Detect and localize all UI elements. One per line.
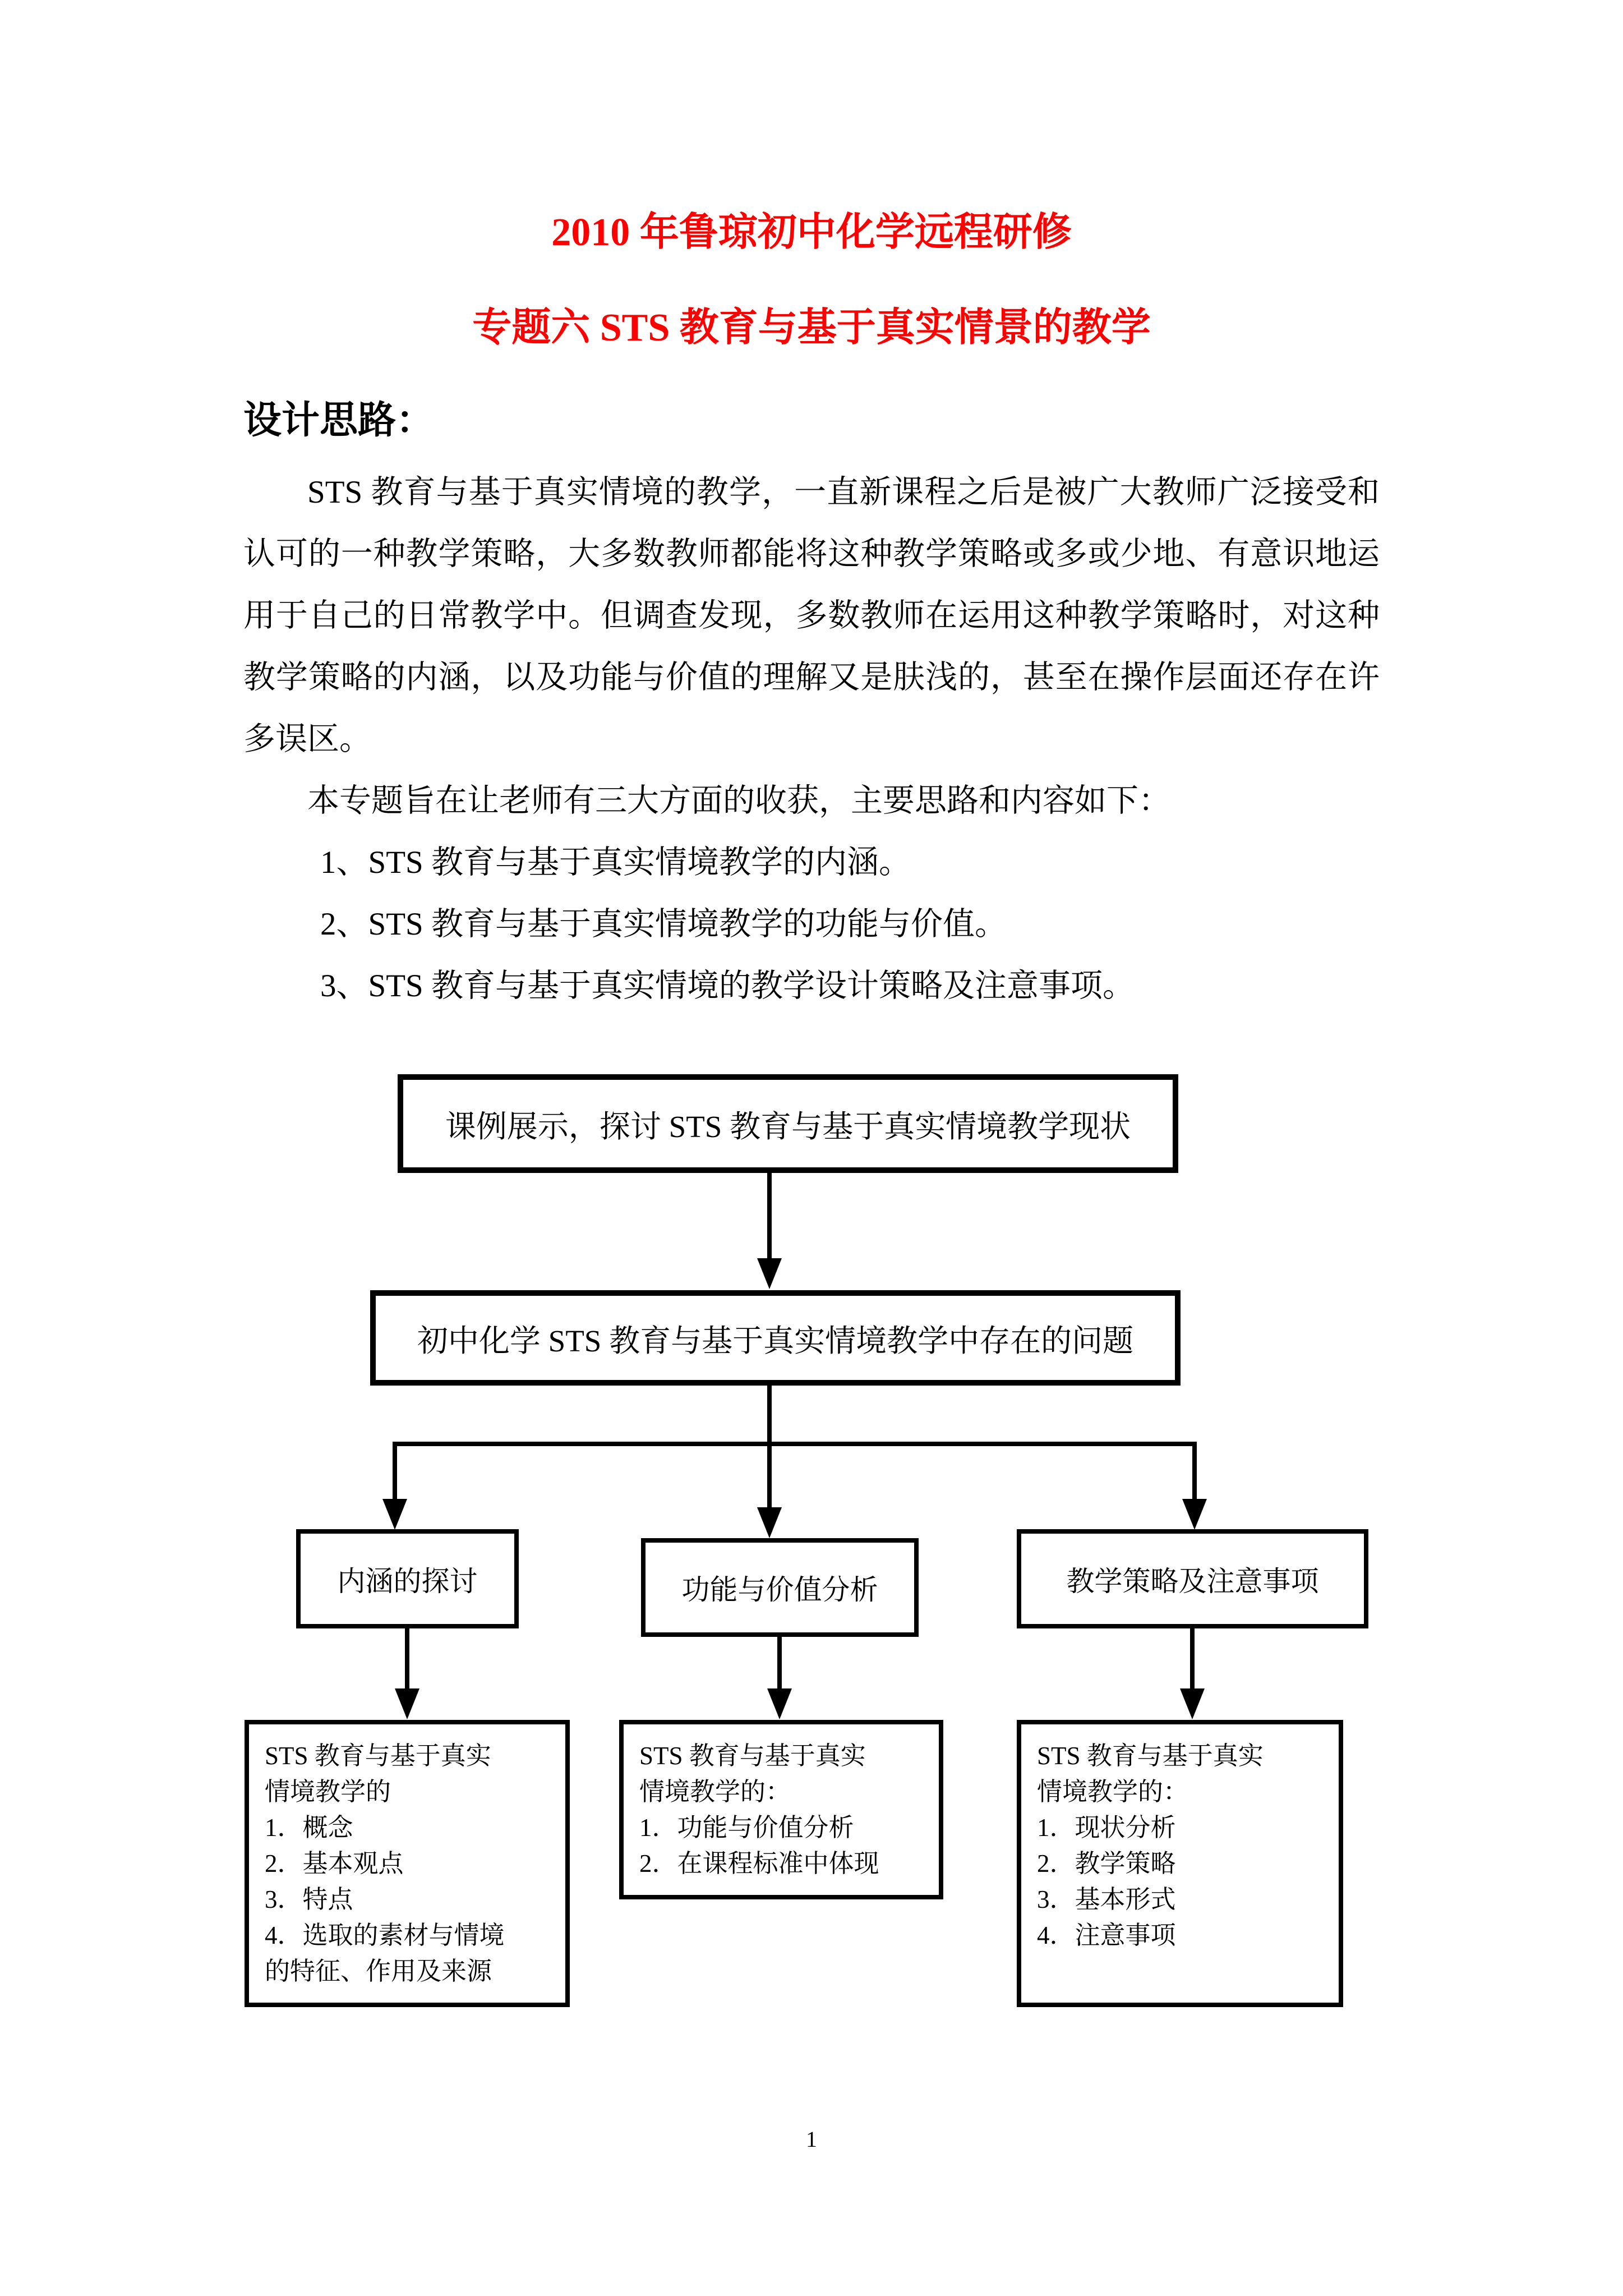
text-line: 1．功能与价值分析	[639, 1814, 854, 1842]
text-line: 2、STS 教育与基于真实情境教学的功能与价值。	[320, 907, 1007, 942]
arrow-down-icon-middle-2	[767, 1688, 792, 1719]
paragraph-1: STS 教育与基于真实情境的教学，一直新课程之后是被广大教师广泛接受和认可的一种教学策略，大多数教师都能将这种教学策略或多或少地、有意识地运用于自己的日常教学中。但调查发现，多数教师在运用这种教学策略时，对这种教学策略的内涵，以及功能与价值的理解又是肤浅的，甚至在操作层面还存在许多误区。	[243, 475, 1380, 757]
arrow-down-icon-1	[757, 1258, 782, 1289]
paragraph-2: 本专题旨在让老师有三大方面的收获，主要思路和内容如下：	[307, 783, 1170, 818]
connector-stem	[767, 1386, 772, 1445]
document-content	[243, 213, 1380, 1017]
connector-line-middle-2	[777, 1637, 782, 1693]
connector-line-left	[393, 1442, 397, 1503]
text-line: 情境教学的	[265, 1778, 391, 1806]
arrow-down-icon-right-2	[1180, 1688, 1205, 1719]
text-line: STS 教育与基于真实	[265, 1742, 491, 1770]
numbered-list	[243, 832, 1380, 1017]
connector-branch-line	[395, 1442, 1197, 1446]
text-line: 2．教学策略	[1037, 1849, 1176, 1878]
flowchart-detail-connotation	[245, 1720, 570, 2007]
page-number: 1	[806, 2127, 817, 2152]
text-line: 2．基本观点	[265, 1849, 404, 1878]
sub-title: 专题六 STS 教育与基于真实情景的教学	[472, 306, 1151, 349]
text-line: 4．注意事项	[1037, 1921, 1176, 1949]
text-line: 3．基本形式	[1037, 1885, 1176, 1913]
flowchart-detail-function-value	[619, 1720, 943, 1899]
text-line: 1．概念	[265, 1814, 353, 1842]
text-line: 情境教学的：	[639, 1778, 791, 1806]
arrow-down-icon-middle	[757, 1507, 782, 1538]
connector-line-left-2	[405, 1628, 409, 1693]
arrow-down-icon-left-2	[395, 1688, 419, 1719]
text-line: STS 教育与基于真实	[639, 1742, 866, 1770]
section-heading: 设计思路：	[243, 399, 435, 441]
arrow-down-icon-right	[1182, 1499, 1207, 1530]
flowchart-box-connotation: 内涵的探讨	[296, 1529, 519, 1628]
text-line: 1．现状分析	[1037, 1814, 1176, 1842]
text-line: 情境教学的：	[1037, 1778, 1189, 1806]
connector-line-right-2	[1190, 1628, 1195, 1693]
text-line: 4．选取的素材与情境	[265, 1921, 505, 1949]
flowchart-box-problems: 初中化学 STS 教育与基于真实情境教学中存在的问题	[370, 1290, 1181, 1386]
flowchart-box-strategy: 教学策略及注意事项	[1017, 1529, 1368, 1628]
text-line: 2．在课程标准中体现	[639, 1849, 879, 1878]
flowchart-box-lesson-demo: 课例展示，探讨 STS 教育与基于真实情境教学现状	[398, 1074, 1178, 1173]
connector-line-right	[1192, 1442, 1197, 1503]
text-line: 3、STS 教育与基于真实情境的教学设计策略及注意事项。	[320, 968, 1135, 1004]
arrow-down-icon-left	[382, 1499, 407, 1530]
text-line: STS 教育与基于真实	[1037, 1742, 1264, 1770]
flowchart-box-function-value: 功能与价值分析	[641, 1538, 919, 1637]
flowchart-detail-strategy	[1017, 1720, 1343, 2007]
connector-line-middle	[767, 1442, 772, 1512]
connector-line-1	[767, 1173, 772, 1263]
text-line: 3．特点	[265, 1885, 353, 1913]
main-title: 2010 年鲁琼初中化学远程研修	[551, 211, 1072, 254]
text-line: 的特征、作用及来源	[265, 1957, 492, 1985]
text-line: 1、STS 教育与基于真实情境教学的内涵。	[320, 845, 911, 880]
